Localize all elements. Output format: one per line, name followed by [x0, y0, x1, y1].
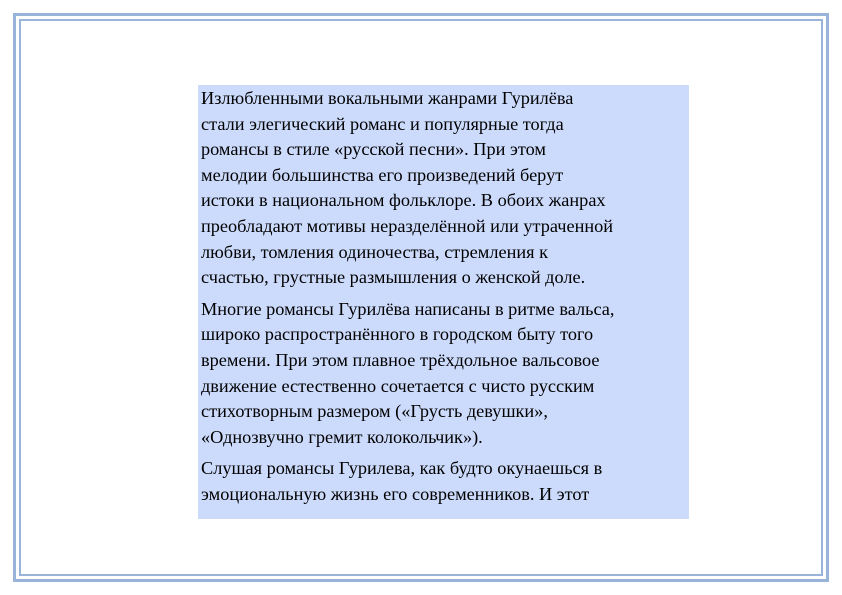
paragraph-3: Слушая романсы Гурилева, как будто окунаешься в эмоциональную жизнь его современников. И этот [201, 458, 603, 504]
text-box [198, 85, 689, 519]
paragraph-1: Излюбленными вокальными жанрами Гурилёва стали элегический романс и популярные тогда романсы в стиле «русской песни». При этом мелодии большинства его произведений берут истоки в национальном фольклоре. В обоих жанрах преобладают мотивы неразделённой или утраченной любви, томления одиночества, стремления к счастью, грустные размышления о женской доле. [201, 88, 614, 288]
paragraph-2: Многие романсы Гурилёва написаны в ритме вальса, широко распространённого в городском быту того времени. При этом плавное трёхдольное вальсовое движение естественно сочетается с чисто русским стихотворным размером («Грусть девушки», «Однозвучно гремит колокольчик»). [201, 298, 615, 447]
